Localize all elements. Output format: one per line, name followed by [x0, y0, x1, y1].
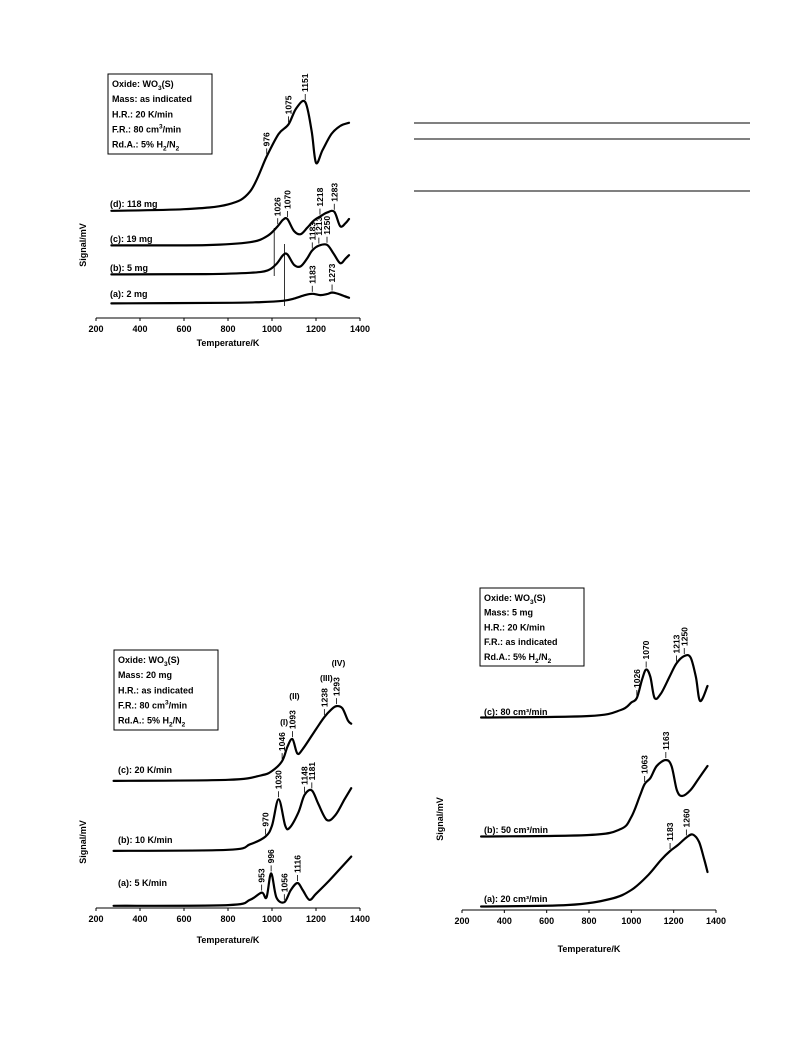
x-tick-label: 600 — [176, 324, 192, 334]
info-box-line: Oxide: $WO_3(S)$ — [112, 79, 174, 92]
series-label: (b): 10 K/min — [118, 835, 173, 845]
series-label: (a): 20 cm³/min — [484, 894, 548, 904]
info-box-line: F.R.: as indicated — [484, 637, 558, 648]
x-tick-label: 200 — [454, 916, 470, 926]
peak-label: 1075 — [283, 95, 294, 115]
info-box-line: Rd.A.: 5% $H_2/N_2$ — [484, 651, 552, 665]
info-box-line: Mass: 20 mg — [118, 670, 173, 681]
peak-label: 1250 — [322, 215, 332, 235]
series-label: (a): 5 K/min — [118, 878, 168, 888]
peak-label: 1148 — [299, 766, 310, 785]
peak-label: 1070 — [282, 190, 293, 209]
peak-label: 953 — [256, 868, 267, 883]
info-box-line: Oxide: $WO_3(S)$ — [484, 593, 546, 606]
info-box-line: Mass: 5 mg — [484, 607, 534, 618]
peak-label: 1046 — [277, 732, 288, 752]
peak-label: 1026 — [631, 669, 642, 688]
peak-label: 996 — [266, 849, 277, 864]
peak-label: 1063 — [639, 755, 650, 774]
peak-label: 976 — [261, 132, 272, 147]
peak-label: 1218 — [314, 187, 325, 207]
x-tick-label: 400 — [132, 324, 148, 334]
info-box-line: H.R.: 20 K/min — [112, 109, 174, 120]
peak-label: 1283 — [329, 182, 340, 202]
y-axis-title: Signal/mV — [435, 797, 445, 841]
series-label: (c): 80 cm³/min — [484, 707, 548, 717]
x-tick-label: 1400 — [349, 324, 371, 334]
peak-label: 970 — [260, 812, 271, 827]
x-tick-label: 800 — [220, 324, 236, 334]
stage-label: (III) — [319, 673, 333, 684]
series-label: (a): 2 mg — [110, 289, 148, 299]
x-axis-title: Temperature/K — [196, 935, 260, 945]
info-box-line: Rd.A.: 5% $H_2/N_2$ — [118, 715, 186, 729]
info-box-line: H.R.: as indicated — [118, 685, 194, 696]
x-tick-label: 1000 — [621, 916, 642, 926]
x-tick-label: 1200 — [305, 324, 327, 334]
peak-label: 1238 — [319, 688, 330, 708]
peak-label: 1093 — [287, 710, 298, 730]
peak-label: 1181 — [306, 761, 317, 781]
peak-label: 1293 — [331, 677, 342, 697]
chart-flow-rate-effect — [435, 588, 726, 954]
peak-label: 1026 — [272, 197, 283, 217]
y-axis-title: Signal/mV — [78, 223, 88, 267]
x-tick-label: 600 — [539, 916, 555, 926]
x-tick-label: 600 — [176, 914, 192, 924]
peak-label: 1260 — [681, 808, 692, 828]
info-box-line: Mass: as indicated — [112, 94, 193, 105]
peak-label: 1273 — [327, 263, 338, 283]
peak-label: 1183 — [665, 822, 676, 841]
x-tick-label: 400 — [132, 914, 148, 924]
x-tick-label: 800 — [581, 916, 597, 926]
stage-label: (I) — [280, 717, 289, 728]
info-box-line: F.R.: 80 $cm^3/\min$ — [118, 699, 188, 711]
peak-label: 1151 — [300, 73, 311, 92]
peak-label: 1116 — [292, 855, 303, 873]
series-label: (b): 50 cm³/min — [484, 825, 549, 835]
series-label: (b): 5 mg — [110, 263, 148, 273]
x-tick-label: 200 — [88, 324, 104, 334]
y-axis-title: Signal/mV — [78, 820, 88, 864]
info-box-line: H.R.: 20 K/min — [484, 622, 546, 633]
peak-label: 1250 — [679, 627, 690, 646]
peak-label: 1183 — [307, 265, 318, 284]
stage-label: (IV) — [331, 658, 346, 669]
peak-label: 1163 — [660, 731, 671, 750]
peak-label: 1030 — [273, 770, 284, 790]
x-axis-title: Temperature/K — [557, 944, 621, 954]
peak-label: 1070 — [641, 640, 652, 660]
x-tick-label: 1400 — [705, 916, 727, 926]
peak-label: 1213 — [671, 634, 682, 654]
info-box-line: Rd.A.: 5% $H_2/N_2$ — [112, 139, 180, 153]
x-tick-label: 200 — [88, 914, 104, 924]
x-tick-label: 1000 — [261, 324, 283, 334]
table-rules — [414, 123, 750, 191]
series-label: (c): 19 mg — [110, 234, 153, 244]
peak-label: 1183 — [307, 221, 318, 241]
series-label: (c): 20 K/min — [118, 765, 173, 775]
x-tick-label: 1200 — [663, 916, 684, 926]
peak-label: 1056 — [279, 873, 290, 893]
series-label: (d): 118 mg — [110, 199, 158, 209]
x-tick-label: 800 — [220, 914, 236, 924]
info-box-line: F.R.: 80 $cm^3/\min$ — [112, 123, 182, 135]
info-box-line: Oxide: $WO_3(S)$ — [118, 655, 180, 668]
x-tick-label: 1200 — [305, 914, 327, 924]
chart-mass-effect — [78, 73, 370, 348]
x-tick-label: 1000 — [261, 914, 283, 924]
stage-label: (II) — [289, 691, 300, 702]
x-axis-title: Temperature/K — [196, 338, 260, 348]
x-tick-label: 400 — [496, 916, 512, 926]
x-tick-label: 1400 — [349, 914, 371, 924]
peak-label: 1213 — [313, 216, 324, 236]
chart-heating-rate-effect — [78, 650, 370, 945]
